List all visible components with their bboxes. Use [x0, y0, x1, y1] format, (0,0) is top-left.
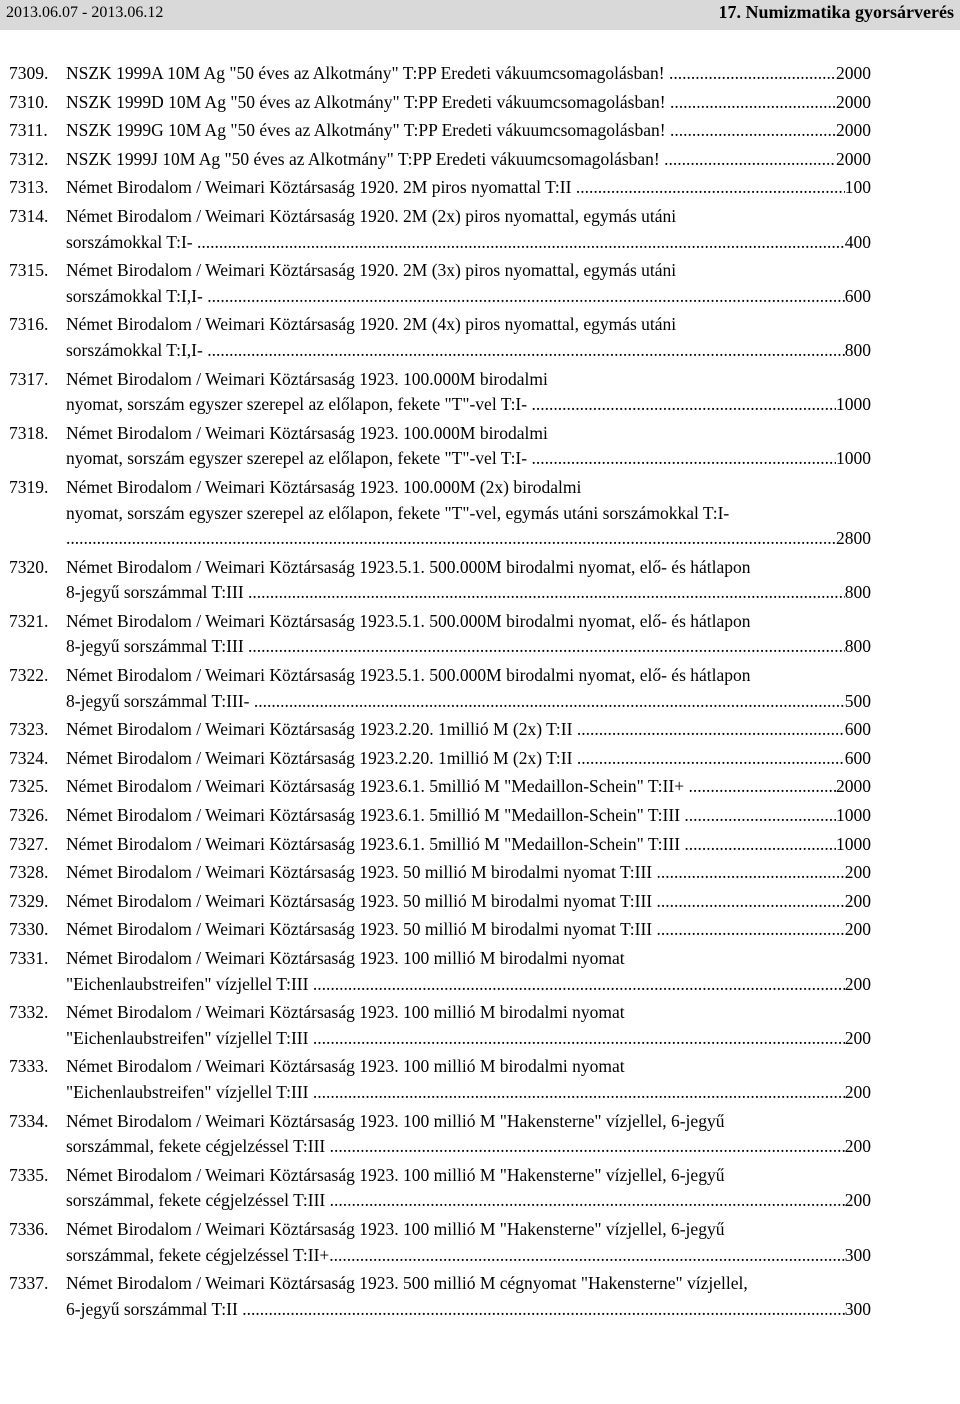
- starting-price: 1000: [836, 833, 871, 854]
- dot-leader: [248, 580, 845, 606]
- dot-leader: [576, 175, 845, 201]
- lot-price-line: [66, 392, 871, 418]
- lot-price-line: [66, 917, 871, 943]
- lot-item: [0, 1163, 960, 1214]
- starting-price: 600: [844, 719, 871, 740]
- lot-number: 7319.: [9, 476, 49, 497]
- dot-leader: [313, 972, 845, 998]
- lot-description-end: "Eichenlaubstreifen" vízjellel T:III: [66, 973, 313, 994]
- dot-leader: [207, 284, 845, 310]
- lot-description-end: sorszámokkal T:I-: [66, 231, 197, 252]
- lot-description-end: NSZK 1999G 10M Ag "50 éves az Alkotmány" T:PP Eredeti vákuumcsomagolásban!: [66, 120, 670, 141]
- starting-price: 2000: [836, 63, 871, 83]
- dot-leader: [330, 1134, 845, 1160]
- lot-item: [0, 421, 960, 472]
- lot-item: [0, 1217, 960, 1268]
- lot-item: [0, 1271, 960, 1322]
- starting-price: 800: [844, 636, 871, 657]
- lot-item: [0, 609, 960, 660]
- lot-description-end: NSZK 1999J 10M Ag "50 éves az Alkotmány" T:PP Eredeti vákuumcsomagolásban!: [66, 148, 665, 169]
- starting-price: 1000: [836, 805, 871, 826]
- starting-price: 500: [844, 690, 871, 711]
- lot-number: 7322.: [9, 665, 49, 686]
- starting-price: 2000: [836, 91, 871, 112]
- lot-description-line: Német Birodalom / Weimari Köztársaság 1920. 2M (4x) piros nyomattal, egymás utáni: [66, 314, 677, 335]
- lot-price-line: [66, 1080, 871, 1106]
- lot-description-line: Német Birodalom / Weimari Köztársaság 1923. 100 millió M "Hakensterne" vízjellel, 6-jegyű: [66, 1110, 725, 1131]
- starting-price: 200: [844, 1136, 871, 1157]
- dot-leader: [657, 860, 845, 886]
- lot-price-line: [66, 526, 871, 552]
- lot-number: 7325.: [9, 776, 49, 797]
- lot-number: 7313.: [9, 177, 49, 198]
- starting-price: 2000: [836, 776, 871, 797]
- lot-price-line: [66, 284, 871, 310]
- dot-leader: [313, 1026, 845, 1052]
- lot-price-line: [66, 147, 871, 173]
- lot-number: 7329.: [9, 890, 49, 911]
- dot-leader: [254, 689, 845, 715]
- lot-description-end: sorszámmal, fekete cégjelzéssel T:III: [66, 1136, 330, 1157]
- lot-item: [0, 61, 960, 87]
- lot-description-line: Német Birodalom / Weimari Köztársaság 1923. 100 millió M birodalmi nyomat: [66, 948, 625, 968]
- lot-number: 7326.: [9, 805, 49, 826]
- lot-price-line: [66, 889, 871, 915]
- lot-number: 7328.: [9, 862, 49, 883]
- lot-item: [0, 917, 960, 943]
- lot-item: [0, 118, 960, 144]
- lot-item: [0, 746, 960, 772]
- lot-description-line: Német Birodalom / Weimari Köztársaság 1923. 100.000M birodalmi: [66, 368, 548, 389]
- lot-description-line: Német Birodalom / Weimari Köztársaság 1920. 2M (2x) piros nyomattal, egymás utáni: [66, 205, 677, 226]
- lot-description-line: Német Birodalom / Weimari Köztársaság 1923. 100 millió M birodalmi nyomat: [66, 1056, 625, 1077]
- dot-leader: [664, 147, 836, 173]
- lot-item: [0, 367, 960, 418]
- starting-price: 1000: [836, 448, 871, 469]
- lot-number: 7337.: [9, 1273, 49, 1294]
- lot-item: [0, 204, 960, 255]
- lot-price-line: [66, 774, 871, 800]
- auction-title: 17. Numizmatika gyorsárverés: [718, 2, 954, 22]
- lot-price-line: [66, 1134, 871, 1160]
- lot-description-end: NSZK 1999D 10M Ag "50 éves az Alkotmány" T:PP Eredeti vákuumcsomagolásban!: [66, 91, 670, 112]
- lot-description-line: Német Birodalom / Weimari Köztársaság 1923. 100 millió M "Hakensterne" vízjellel, 6-jegyű: [66, 1164, 725, 1185]
- lot-price-line: [66, 972, 871, 998]
- lot-description-end: Német Birodalom / Weimari Köztársaság 1923.6.1. 5millió M "Medaillon-Schein" T:III: [66, 833, 685, 854]
- lot-price-line: [66, 1297, 871, 1323]
- lot-item: [0, 147, 960, 173]
- lot-price-line: [66, 832, 871, 858]
- lot-number: 7323.: [9, 719, 49, 740]
- starting-price: 200: [844, 890, 871, 911]
- lot-number: 7336.: [9, 1218, 49, 1239]
- starting-price: 300: [844, 1298, 871, 1319]
- starting-price: 600: [844, 285, 871, 306]
- lot-description-line: Német Birodalom / Weimari Köztársaság 1923. 100 millió M "Hakensterne" vízjellel, 6-jegyű: [66, 1218, 725, 1239]
- starting-price: 200: [844, 862, 871, 883]
- lot-description-end: sorszámokkal T:I,I-: [66, 285, 208, 306]
- starting-price: 1000: [836, 394, 871, 415]
- lot-price-line: [66, 230, 871, 256]
- lot-number: 7330.: [9, 919, 49, 940]
- lot-price-line: [66, 61, 871, 87]
- lot-price-line: [66, 746, 871, 772]
- dot-leader: [684, 832, 836, 858]
- dot-leader: [313, 1080, 845, 1106]
- lot-price-line: [66, 717, 871, 743]
- dot-leader: [329, 1243, 844, 1269]
- dot-leader: [248, 634, 845, 660]
- dot-leader: [242, 1297, 845, 1323]
- starting-price: 200: [844, 1190, 871, 1211]
- dot-leader: [577, 717, 845, 743]
- starting-price: 200: [844, 1081, 871, 1102]
- lot-item: [0, 1054, 960, 1105]
- lot-item: [0, 774, 960, 800]
- lot-item: [0, 803, 960, 829]
- lot-description-end: Német Birodalom / Weimari Köztársaság 1923. 50 millió M birodalmi nyomat T:III: [66, 862, 657, 883]
- lot-price-line: [66, 446, 871, 472]
- lot-number: 7315.: [9, 260, 49, 281]
- lot-number: 7327.: [9, 833, 49, 854]
- dot-leader: [657, 889, 845, 915]
- lot-number: 7318.: [9, 422, 49, 443]
- lot-price-line: [66, 860, 871, 886]
- lot-item: [0, 1109, 960, 1160]
- lot-item: [0, 312, 960, 363]
- starting-price: 100: [844, 177, 871, 198]
- lot-price-line: [66, 803, 871, 829]
- lot-number: 7331.: [9, 948, 49, 968]
- starting-price: 200: [844, 973, 871, 994]
- page-header: [0, 0, 960, 30]
- lot-item: [0, 889, 960, 915]
- lot-number: 7317.: [9, 368, 49, 389]
- lot-description-line: Német Birodalom / Weimari Köztársaság 1923. 100 millió M birodalmi nyomat: [66, 1002, 625, 1023]
- lot-description-end: 6-jegyű sorszámmal T:II: [66, 1298, 243, 1319]
- lot-item: [0, 663, 960, 714]
- lot-description-line: Német Birodalom / Weimari Köztársaság 1923.5.1. 500.000M birodalmi nyomat, elő- és hátlapon: [66, 556, 751, 577]
- lot-description-end: 8-jegyű sorszámmal T:III-: [66, 690, 254, 711]
- lot-item: [0, 1000, 960, 1051]
- lot-description-line: Német Birodalom / Weimari Köztársaság 1923. 100.000M (2x) birodalmi: [66, 476, 582, 497]
- starting-price: 2000: [836, 148, 871, 169]
- starting-price: 200: [844, 1027, 871, 1048]
- dot-leader: [670, 90, 836, 116]
- lot-number: 7312.: [9, 148, 49, 169]
- lot-item: [0, 717, 960, 743]
- lot-description-end: Német Birodalom / Weimari Köztársaság 1923.6.1. 5millió M "Medaillon-Schein" T:II+: [66, 776, 689, 797]
- lot-description-end: 8-jegyű sorszámmal T:III: [66, 582, 249, 603]
- lot-description-end: sorszámokkal T:I,I-: [66, 339, 208, 360]
- lot-number: 7309.: [9, 63, 49, 83]
- lot-description-line: Német Birodalom / Weimari Köztársaság 1920. 2M (3x) piros nyomattal, egymás utáni: [66, 260, 677, 281]
- lot-description-line: nyomat, sorszám egyszer szerepel az előlapon, fekete "T"-vel, egymás utáni sorszámokkal T:I-: [66, 502, 730, 523]
- lot-description-end: "Eichenlaubstreifen" vízjellel T:III: [66, 1027, 313, 1048]
- lot-description-end: Német Birodalom / Weimari Köztársaság 1923. 50 millió M birodalmi nyomat T:III: [66, 890, 657, 911]
- lot-list: [0, 61, 960, 1325]
- lot-item: [0, 860, 960, 886]
- dot-leader: [197, 230, 845, 256]
- starting-price: 300: [844, 1244, 871, 1265]
- dot-leader: [657, 917, 845, 943]
- lot-number: 7332.: [9, 1002, 49, 1023]
- lot-item: [0, 258, 960, 309]
- lot-price-line: [66, 1243, 871, 1269]
- lot-price-line: [66, 580, 871, 606]
- lot-number: 7311.: [9, 120, 48, 141]
- lot-description-end: sorszámmal, fekete cégjelzéssel T:II+: [66, 1244, 330, 1265]
- lot-description-line: Német Birodalom / Weimari Köztársaság 1923.5.1. 500.000M birodalmi nyomat, elő- és hátlapon: [66, 610, 751, 631]
- starting-price: 200: [844, 919, 871, 940]
- lot-number: 7320.: [9, 556, 49, 577]
- auction-dates: 2013.06.07 - 2013.06.12: [6, 4, 164, 21]
- starting-price: 800: [844, 582, 871, 603]
- lot-item: [0, 90, 960, 116]
- dot-leader: [531, 392, 836, 418]
- lot-item: [0, 175, 960, 201]
- lot-description-end: nyomat, sorszám egyszer szerepel az előlapon, fekete "T"-vel T:I-: [66, 394, 532, 415]
- lot-description-end: Német Birodalom / Weimari Köztársaság 1923.2.20. 1millió M (2x) T:II: [66, 747, 577, 768]
- lot-number: 7316.: [9, 314, 49, 335]
- lot-number: 7324.: [9, 747, 49, 768]
- lot-description-end: 8-jegyű sorszámmal T:III: [66, 636, 249, 657]
- lot-number: 7333.: [9, 1056, 49, 1077]
- lot-description-end: NSZK 1999A 10M Ag "50 éves az Alkotmány" T:PP Eredeti vákuumcsomagolásban!: [66, 63, 669, 83]
- lot-item: [0, 475, 960, 552]
- lot-item: [0, 832, 960, 858]
- lot-description-end: Német Birodalom / Weimari Köztársaság 1923.6.1. 5millió M "Medaillon-Schein" T:III: [66, 805, 685, 826]
- lot-description-line: Német Birodalom / Weimari Köztársaság 1923. 500 millió M cégnyomat "Hakensterne" vízjellel,: [66, 1273, 748, 1294]
- dot-leader: [670, 118, 836, 144]
- lot-price-line: [66, 634, 871, 660]
- lot-description-end: nyomat, sorszám egyszer szerepel az előlapon, fekete "T"-vel T:I-: [66, 448, 532, 469]
- lot-description-line: Német Birodalom / Weimari Köztársaság 1923.5.1. 500.000M birodalmi nyomat, elő- és hátlapon: [66, 665, 751, 686]
- dot-leader: [330, 1188, 845, 1214]
- lot-price-line: [66, 90, 871, 116]
- starting-price: 2800: [836, 528, 871, 549]
- dot-leader: [669, 61, 836, 87]
- lot-description-line: Német Birodalom / Weimari Köztársaság 1923. 100.000M birodalmi: [66, 422, 548, 443]
- dot-leader: [531, 446, 836, 472]
- lot-price-line: [66, 689, 871, 715]
- lot-price-line: [66, 1026, 871, 1052]
- starting-price: 2000: [836, 120, 871, 141]
- lot-number: 7334.: [9, 1110, 49, 1131]
- lot-item: [0, 555, 960, 606]
- lot-description-end: sorszámmal, fekete cégjelzéssel T:III: [66, 1190, 330, 1211]
- lot-number: 7314.: [9, 205, 49, 226]
- lot-price-line: [66, 1188, 871, 1214]
- lot-description-end: Német Birodalom / Weimari Köztársaság 1923.2.20. 1millió M (2x) T:II: [66, 719, 577, 740]
- lot-description-end: Német Birodalom / Weimari Köztársaság 1923. 50 millió M birodalmi nyomat T:III: [66, 919, 657, 940]
- lot-description-end: "Eichenlaubstreifen" vízjellel T:III: [66, 1081, 313, 1102]
- lot-price-line: [66, 118, 871, 144]
- starting-price: 600: [844, 747, 871, 768]
- lot-description-end: Német Birodalom / Weimari Köztársaság 1920. 2M piros nyomattal T:II: [66, 177, 576, 198]
- lot-number: 7321.: [9, 610, 49, 631]
- starting-price: 400: [844, 231, 871, 252]
- dot-leader: [207, 338, 845, 364]
- lot-price-line: [66, 175, 871, 201]
- lot-number: 7335.: [9, 1164, 49, 1185]
- lot-price-line: [66, 338, 871, 364]
- starting-price: 800: [844, 339, 871, 360]
- dot-leader: [688, 774, 836, 800]
- dot-leader: [684, 803, 836, 829]
- lot-number: 7310.: [9, 91, 49, 112]
- dot-leader: [66, 526, 836, 552]
- lot-item: [0, 946, 960, 997]
- dot-leader: [577, 746, 845, 772]
